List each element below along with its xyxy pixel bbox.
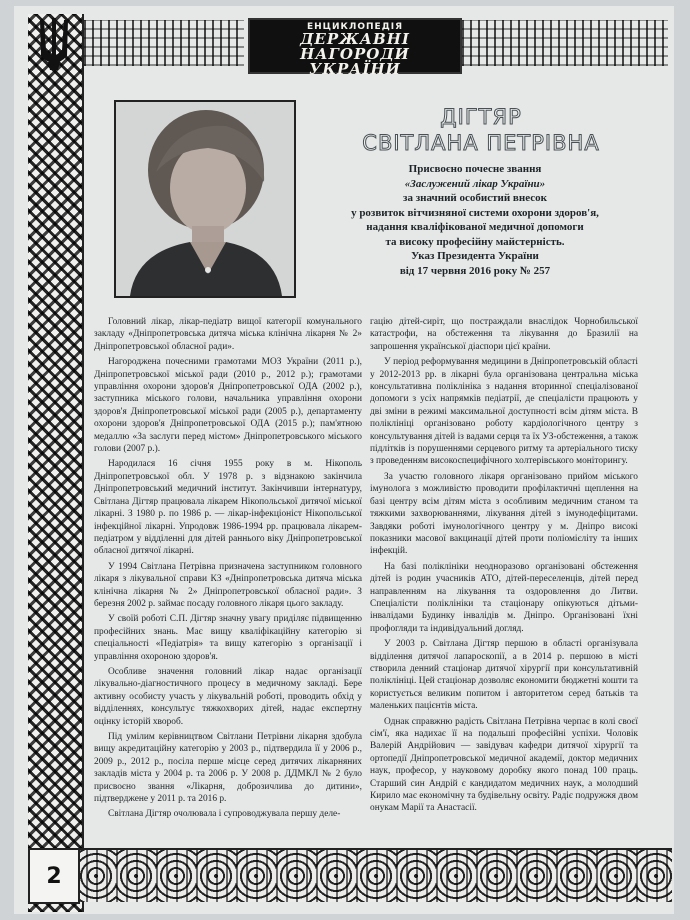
award-decree: Указ Президента України bbox=[411, 250, 539, 262]
body-column-right bbox=[370, 316, 638, 818]
ornament-border-left bbox=[28, 14, 84, 912]
trident-icon bbox=[34, 16, 74, 72]
body-paragraph: У 1994 Світлана Петрівна призначена заступником головного лікаря з лікувальної справи КЗ «Дніпропетровська дитяча міська клінічна лікарня № 2» Дніпропетровської обласної ради». З березня 2002 р. займає посаду головного лікаря цього закладу. bbox=[94, 561, 362, 609]
ornament-border-top-left bbox=[84, 20, 244, 66]
body-paragraph: Однак справжню радість Світлана Петрівна черпає в колі своєї сім'ї, яка надихає її на подальші професійні успіхи. Чоловік Валерій Андрійович — завідувач кафедри дитячої хірургії та ортопедії Дніпропетровської медичної академії, доктор медичних наук, професор, у науковому доробку якого понад 100 праць. Старший син Андрій є кандидатом медичних наук, а молодший Кирило має економічну та будівельну освіту. Радіє подружжя двом онукам Марії та Анастасії. bbox=[370, 716, 638, 814]
body-column-left bbox=[94, 316, 362, 824]
award-line: у розвиток вітчизняної системи охорони здоров'я, bbox=[351, 206, 599, 219]
header-banner bbox=[248, 18, 462, 78]
body-paragraph: Головний лікар, лікар-педіатр вищої категорії комунального закладу «Дніпропетровська дитяча міська клінічна лікарня № 2» Дніпропетровської обласної ради». bbox=[94, 317, 362, 352]
body-paragraph: Народилася 16 січня 1955 року в м. Нікополь Дніпропетровської обл. У 1978 р. з відзнакою закінчила Дніпропетровський медичний інститут. Закінчивши інтернатуру, Світлана Дігтяр працювала лікарем Нікопольської дитячої міської лікарні. З 1980 р. по 1986 р. — лікар-інфекціоніст Нікопольської інфекційної лікарні. Упродовж 1986-1994 рр. працювала лікарем-педіатром у відділенні для дітей раннього віку Дніпропетровської обласної дитячої лікарні. bbox=[94, 459, 362, 557]
body-paragraph: У 2003 р. Світлана Дігтяр першою в області організувала відділення дитячої лапароскопії, а в 2014 р. першою в місті створила денний стаціонар дитячої хірургії при консультативній поліклініці. Цей стаціонар дозволяє економити бюджетні кошти та користується великим попитом і авторитетом серед батьків та маленьких пацієнтів міста. bbox=[370, 639, 638, 712]
body-paragraph: Нагороджена почесними грамотами МОЗ України (2011 р.), Дніпропетровської міської ради (2010 р., 2012 р.); грамотами управління охорони здоров'я Дніпропетровської ОДА (2002 р.), заступника міського голови, начальника управління охорони здоров'я Дніпропетровської міської ради (2005 р.), департаменту охорони здоров'я Дніпропетровської ОДА (2015 р.); пам'ятною медаллю «За заслуги перед містом» Дніпропетровського міського голови (2007 р.). bbox=[94, 357, 362, 455]
body-paragraph: Особливе значення головний лікар надає організації лікувально-діагностичного процесу в медичному закладі. Бере активну особисту участь у лікувальній роботі, проводить обхід у відділеннях, консультує тяжкохворих дітей, надає експертну оцінку історій хвороб. bbox=[94, 666, 362, 727]
series-label: ЕНЦИКЛОПЕДІЯ bbox=[306, 22, 404, 32]
award-title: «Заслужений лікар України» bbox=[404, 177, 546, 190]
person-surname: ДІГТЯР bbox=[440, 105, 522, 129]
body-paragraph: У період реформування медицини в Дніпропетровській області у 2012-2013 рр. в лікарні була організована центральна міська консультативна поліклініка з надання вторинної спеціалізованої допомоги з усіх напрямків педіатрії, де спеціалісти працюють у дві зміни в режимі максимальної доступності всім дітям міста. В поліклініці організовано роботу кардіологічного центру з консультування дітей із вадами серця та їх УЗ-обстеження, а також підлітків із порушеннями серцевого ритму та артеріального тиску з проведенням високоспецифічного холтерівського моніторингу. bbox=[370, 357, 638, 467]
portrait-photo bbox=[114, 100, 296, 298]
award-statement bbox=[310, 162, 640, 278]
banner-title-line1: ДЕРЖАВНІ НАГОРОДИ bbox=[300, 30, 410, 63]
person-name bbox=[306, 104, 656, 156]
document-page bbox=[14, 6, 674, 914]
person-given-name: СВІТЛАНА ПЕТРІВНА bbox=[362, 131, 600, 155]
ornament-border-top-right bbox=[462, 20, 668, 66]
body-paragraph: Під умілим керівництвом Світлани Петрівни лікарня здобула вищу акредитаційну категорію у 2003 р., підтвердила її у 2006 р., 2009 р., 2012 р., посіла перше місце серед дитячих лікарняних закладів міста у 2004 р. та 2006 р. У 2008 р. ДДМКЛ № 2 було присвоєно звання «Лікарня, доброзичлива до дитини», підтверджене у 2011 р. та 2016 р. bbox=[94, 732, 362, 805]
body-paragraph: гацію дітей-сиріт, що постраждали внаслідок Чорнобильської катастрофи, на обстеження та лікування до Бразилії на запрошення української діаспори цієї країни. bbox=[370, 317, 638, 352]
award-line: Присвоєно почесне звання bbox=[408, 163, 542, 175]
award-line: та високу професійну майстерність. bbox=[385, 235, 565, 248]
award-decree-date: від 17 червня 2016 року № 257 bbox=[399, 264, 551, 277]
award-line: за значний особистий внесок bbox=[403, 192, 547, 204]
page-number-box bbox=[28, 848, 80, 904]
award-line: надання кваліфікованої медичної допомоги bbox=[366, 221, 584, 233]
body-paragraph: На базі поліклініки неодноразово організовані обстеження дітей із родин учасників АТО, дітей-переселенців, дітей перед направленням на лікування та оздоровлення до Литви. Спеціалісти поліклініки та стаціонару опікуються дітьми-інвалідами Будинку інвалідів м. Дніпро. Організовані їхні профогляди та індивідуальний догляд. bbox=[370, 561, 638, 634]
body-paragraph: Світлана Дігтяр очолювала і супроводжувала першу деле- bbox=[108, 809, 341, 820]
ornament-border-bottom bbox=[76, 848, 672, 902]
body-paragraph: За участю головного лікаря організовано прийом міського імунолога з можливістю проводити профілактичні щеплення на базі центру всім дітям міста з особливим медичним станом та тяжкими захворюваннями, лікування дітей з імунодефіцитами. Завдяки роботі імунологічного центру у м. Дніпро високі показники масової вакцинації дітей проти поліомієліту та інших інфекцій. bbox=[370, 471, 638, 557]
page-number: 2 bbox=[46, 863, 62, 889]
banner-title-line2: УКРАЇНИ bbox=[309, 60, 401, 78]
body-paragraph: У своїй роботі С.П. Дігтяр значну увагу приділяє підвищенню професійних знань. Має вищу кваліфікаційну категорію зі спеціальності «Педіатрія» та вищу категорію з організації і управління охороною здоров'я. bbox=[94, 614, 362, 662]
